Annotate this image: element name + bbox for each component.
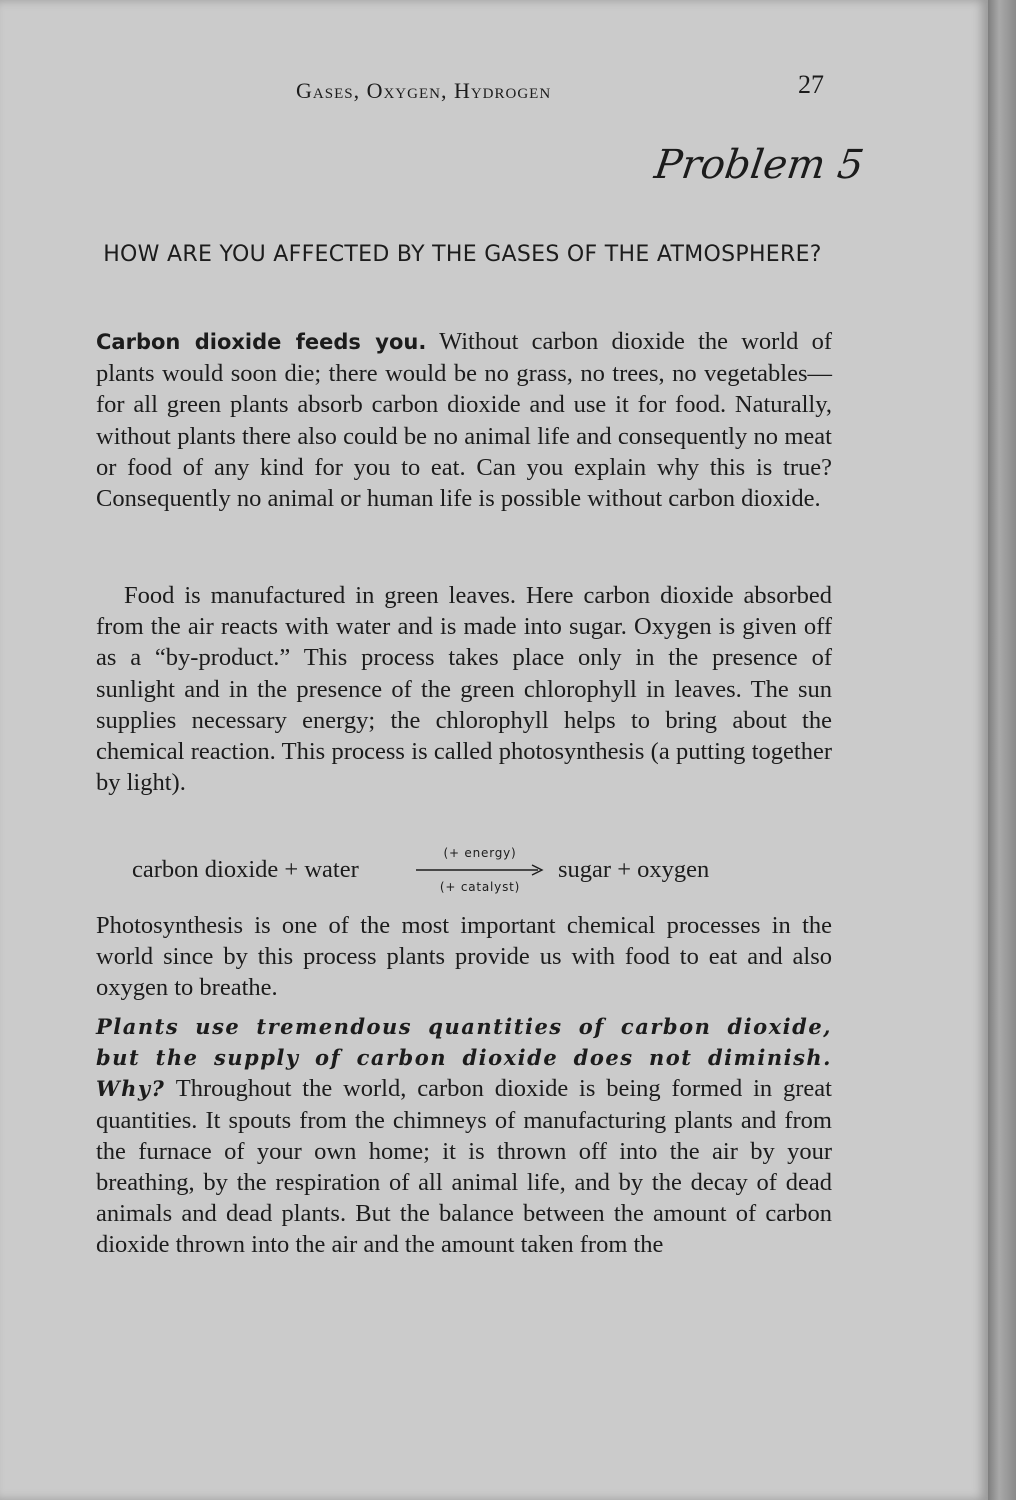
- problem-label: Problem 5: [651, 142, 867, 188]
- paragraph-text: Without carbon dioxide the world of plants would soon die; there would be no grass, no trees, no vegetables—for all green plants absorb carbon dioxide and use it for food. Naturally, without plants there also could be no animal life and consequently no meat or food of any kind for you to eat. Can you explain why this is true? Consequently no animal or human life is possible without carbon dioxide.: [96, 328, 832, 513]
- arrow-condition-catalyst: (+ catalyst): [439, 880, 521, 894]
- book-spine-edge: [988, 0, 1016, 1500]
- paragraph-carbon-balance: [96, 1011, 832, 1261]
- paragraph-carbon-dioxide-feeds: [96, 326, 832, 514]
- paragraph-lead: Carbon dioxide feeds you.: [96, 330, 427, 354]
- paragraph-photosynthesis-importance: Photosynthesis is one of the most important chemical processes in the world since by this process plants provide us with food to eat and also oxygen to breathe.: [96, 912, 832, 1002]
- paragraph-lead-italic: Plants use tremendous quantities of carbon dioxide, but the supply of carbon dioxide does not diminish. Why?: [96, 1014, 832, 1102]
- running-head: Gases, Oxygen, Hydrogen: [296, 78, 552, 103]
- reaction-arrow: [414, 846, 546, 896]
- paragraph-photosynthesis: Food is manufactured in green leaves. Here carbon dioxide absorbed from the air reacts with water and is made into sugar. Oxygen is given off as a “by-product.” This process takes place only in the presence of sunlight and in the presence of the green chlorophyll in leaves. The sun supplies necessary energy; the chlorophyll helps to bring about the chemical reaction. This process is called photosynthesis (a putting together by light).: [96, 582, 832, 797]
- equation-products: sugar + oxygen: [558, 856, 710, 883]
- right-arrow-icon: [414, 863, 546, 877]
- section-heading: HOW ARE YOU AFFECTED BY THE GASES OF THE ATMOSPHERE?: [103, 242, 822, 267]
- paragraph-text: Throughout the world, carbon dioxide is being formed in great quantities. It spouts from the chimneys of manufacturing plants and from the furnace of your own home; it is thrown off into the air by your breathing, by the respiration of all animal life, and by the decay of dead animals and dead plants. But the balance between the amount of carbon dioxide thrown into the air and the amount taken from the: [96, 1075, 832, 1259]
- page-number: 27: [798, 70, 824, 99]
- arrow-condition-energy: (+ energy): [443, 846, 517, 860]
- equation-reactants: carbon dioxide + water: [132, 856, 359, 883]
